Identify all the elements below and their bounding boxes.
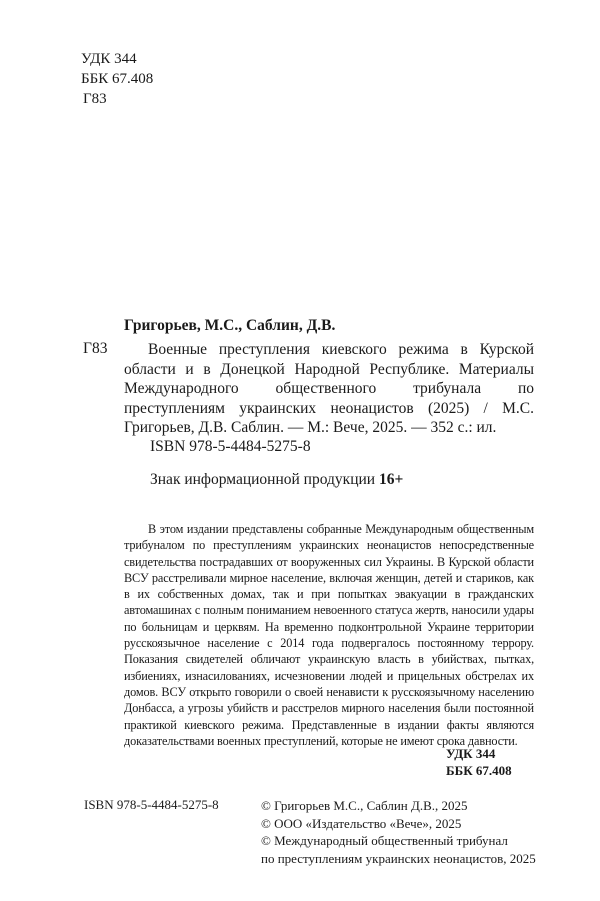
copyright-line: © Международный общественный трибунал [261,833,508,848]
bottom-bbk-code: ББК 67.408 [446,763,512,778]
copyright-line: © ООО «Издательство «Вече», 2025 [261,815,462,831]
bibliographic-description: Военные преступления киевского режима в Курской области и в Донецкой Народной Республике. Материалы Международного общественного трибунала по преступлениям украинских неонацистов (2025) / М.С. Григорьев, Д.В. Саблин. — М.: Вече, 2025. — 352 с.: ил. [124,341,534,436]
copyright-block [261,797,536,867]
footer-isbn: ISBN 978-5-4484-5275-8 [84,797,219,812]
copyright-line: по преступлениям украинских неонацистов, 2025 [261,850,536,866]
copyright-line: © Григорьев М.С., Саблин Д.В., 2025 [261,798,468,813]
age-rating-value: 16+ [378,471,404,488]
isbn-line: ISBN 978-5-4484-5275-8 [150,438,311,455]
age-rating-label: Знак информационной продукции [150,471,376,488]
top-classification-codes [81,49,153,109]
udk-code: УДК 344 [81,51,137,67]
author-sign: Г83 [83,91,107,107]
entry-author-sign: Г83 [83,340,108,357]
bbk-code: ББК 67.408 [81,71,154,87]
authors-heading: Григорьев, М.С., Саблин, Д.В. [124,317,336,334]
bottom-udk-code: УДК 344 [446,746,496,761]
age-rating-line [150,471,403,489]
bottom-classification-codes [446,745,512,779]
annotation-text: В этом издании представлены собранные Международным общественным трибуналом по преступлениям украинских неонацистов непосредственные свидетельства пострадавших от вооруженных сил Украины. В Курской области ВСУ расстреливали мирное население, включая женщин, детей и стариков, как в их собственных домах, так и при попытках эвакуации в гражданских автомашинах с полным пониманием невоенного статуса жертв, наносили удары по больницам и церквям. На временно подконтрольной Украине территории русскоязычное население с 2014 года подвергалось постоянному террору. Показания свидетелей обличают украинскую власть в убийствах, пытках, избиениях, изнасилованиях, исчезновении людей и прицельных обстрелах их домов. ВСУ открыто говорили о своей ненависти к русскоязычному населению Донбасса, а угрозы убийств и расстрелов мирного населения были постоянной практикой киевского режима. Представленные в издании факты являются доказательствами военных преступлений, которые не имеют срока давности. [124,522,534,748]
